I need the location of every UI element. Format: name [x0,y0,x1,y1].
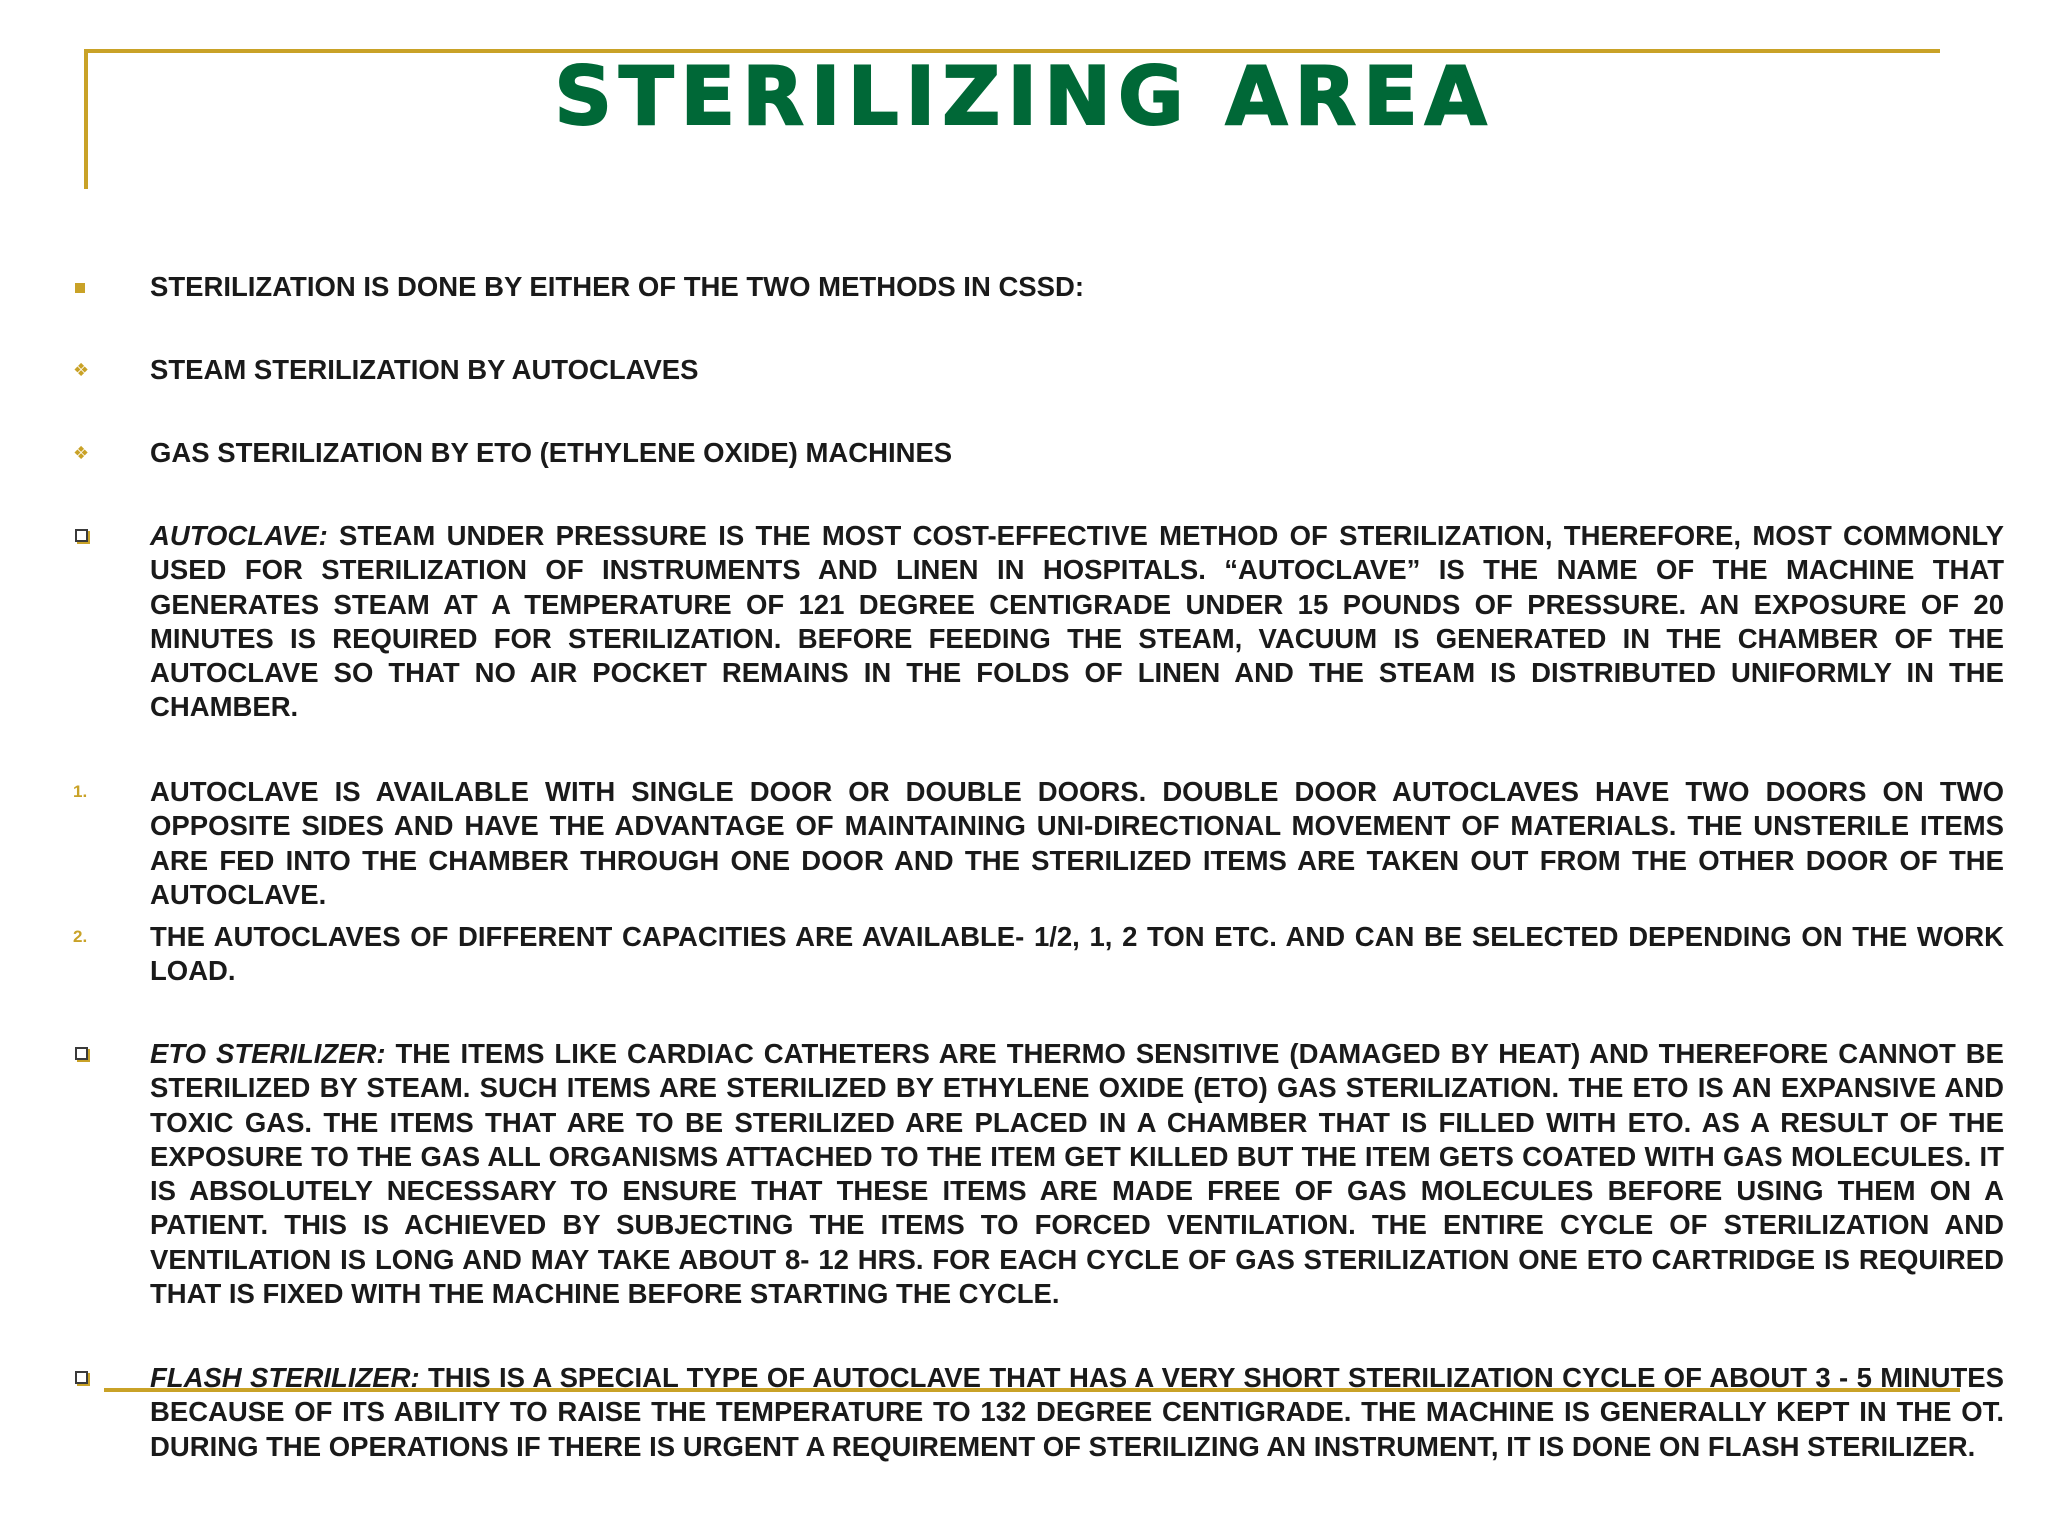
eto-heading: ETO STERILIZER: [150,1038,386,1069]
diamond-bullet-icon: ❖ [73,360,90,380]
bullet-intro-text: STERILIZATION IS DONE BY EITHER OF THE TWO METHODS IN CSSD: [150,271,1085,302]
flash-text: THIS IS A SPECIAL TYPE OF AUTOCLAVE THAT HAS A VERY SHORT STERILIZATION CYCLE OF ABOUT 3 - 5 MINUTES BECAUSE OF ITS ABILITY TO RAISE THE TEMPERATURE TO 132 DEGREE CENTIGRADE. THE MACHINE IS GENERALLY KEPT IN THE OT. DURING THE OPERATIONS IF THERE IS URGENT A REQUIREMENT OF STERILIZING AN INSTRUMENT, IT IS DONE ON FLASH STERILIZER. [150,1362,2004,1462]
bullet-method-steam [73,353,2004,387]
diamond-bullet-icon: ❖ [73,443,90,463]
bullet-method-gas-text: GAS STERILIZATION BY ETO (ETHYLENE OXIDE) MACHINES [150,437,953,468]
bullet-flash [150,1361,2004,1464]
bullet-intro [150,270,2004,304]
square-bullet-icon [73,270,97,304]
numbered-item-2 [73,920,2004,989]
slide-title: STERILIZING AREA [554,50,1494,143]
numbered-item-2-text: THE AUTOCLAVES OF DIFFERENT CAPACITIES ARE AVAILABLE- 1/2, 1, 2 TON ETC. AND CAN BE SELECTED DEPENDING ON THE WORK LOAD. [150,921,2004,987]
number-label-1: 1. [73,782,88,801]
autoclave-heading: AUTOCLAVE: [150,520,328,551]
bullet-eto [150,1037,2004,1311]
bullet-autoclave [150,519,2004,725]
numbered-item-1 [73,775,2004,912]
number-label-2: 2. [73,927,88,946]
checkbox-bullet-icon [73,519,97,553]
numbered-item-1-text: AUTOCLAVE IS AVAILABLE WITH SINGLE DOOR OR DOUBLE DOORS. DOUBLE DOOR AUTOCLAVES HAVE TWO DOORS ON TWO OPPOSITE SIDES AND HAVE THE ADVANTAGE OF MAINTAINING UNI-DIRECTIONAL MOVEMENT OF MATERIALS. THE UNSTERILE ITEMS ARE FED INTO THE CHAMBER THROUGH ONE DOOR AND THE STERILIZED ITEMS ARE TAKEN OUT FROM THE OTHER DOOR OF THE AUTOCLAVE. [150,776,2004,910]
eto-text: THE ITEMS LIKE CARDIAC CATHETERS ARE THERMO SENSITIVE (DAMAGED BY HEAT) AND THEREFORE CANNOT BE STERILIZED BY STEAM. SUCH ITEMS ARE STERILIZED BY ETHYLENE OXIDE (ETO) GAS STERILIZATION. THE ETO IS AN EXPANSIVE AND TOXIC GAS. THE ITEMS THAT ARE TO BE STERILIZED ARE PLACED IN A CHAMBER THAT IS FILLED WITH ETO. AS A RESULT OF THE EXPOSURE TO THE GAS ALL ORGANISMS ATTACHED TO THE ITEM GET KILLED BUT THE ITEM GETS COATED WITH GAS MOLECULES. IT IS ABSOLUTELY NECESSARY TO ENSURE THAT THESE ITEMS ARE MADE FREE OF GAS MOLECULES BEFORE USING THEM ON A PATIENT. THIS IS ACHIEVED BY SUBJECTING THE ITEMS TO FORCED VENTILATION. THE ENTIRE CYCLE OF STERILIZATION AND VENTILATION IS LONG AND MAY TAKE ABOUT 8- 12 HRS. FOR EACH CYCLE OF GAS STERILIZATION ONE ETO CARTRIDGE IS REQUIRED THAT IS FIXED WITH THE MACHINE BEFORE STARTING THE CYCLE. [150,1038,2004,1310]
checkbox-bullet-icon [73,1037,97,1071]
bullet-method-steam-text: STEAM STERILIZATION BY AUTOCLAVES [150,354,699,385]
autoclave-text: STEAM UNDER PRESSURE IS THE MOST COST-EFFECTIVE METHOD OF STERILIZATION, THEREFORE, MOST COMMONLY USED FOR STERILIZATION OF INSTRUMENTS AND LINEN IN HOSPITALS. “AUTOCLAVE” IS THE NAME OF THE MACHINE THAT GENERATES STEAM AT A TEMPERATURE OF 121 DEGREE CENTIGRADE UNDER 15 POUNDS OF PRESSURE. AN EXPOSURE OF 20 MINUTES IS REQUIRED FOR STERILIZATION. BEFORE FEEDING THE STEAM, VACUUM IS GENERATED IN THE CHAMBER OF THE AUTOCLAVE SO THAT NO AIR POCKET REMAINS IN THE FOLDS OF LINEN AND THE STEAM IS DISTRIBUTED UNIFORMLY IN THE CHAMBER. [150,520,2004,723]
flash-heading: FLASH STERILIZER: [150,1362,420,1393]
bullet-method-gas [73,436,2004,470]
checkbox-bullet-icon [73,1361,97,1395]
